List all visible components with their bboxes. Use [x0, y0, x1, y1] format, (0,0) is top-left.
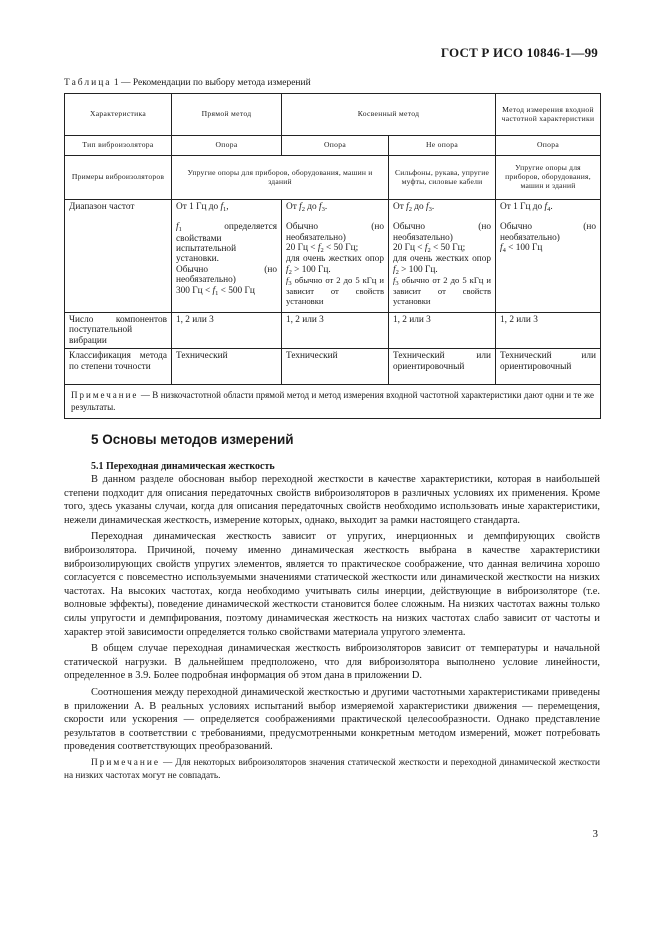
range-indirect-a-line3: 20 Гц < $f_2 < 50$ Гц;: [286, 243, 359, 255]
table-row-components: [65, 313, 601, 349]
cell-classification-direct: Технический: [172, 349, 282, 385]
table-caption-word: Таблица: [64, 78, 112, 88]
paragraph-3: В общем случае переходная динамическая жесткость виброизоляторов зависит от температуры и начальной статической нагрузки. В дальнейшем предположено, что для виброизолятора выполнено условие линейности, определенное в 3.9. Более подробная информация об этом дана в приложении D.: [64, 643, 600, 682]
cell-range-label: Диапазон частот: [65, 200, 172, 313]
cell-examples-input: Упругие опоры для приборов, оборудования, машин и зданий: [496, 156, 601, 200]
table-note: [65, 385, 601, 419]
page-number: 3: [592, 828, 598, 840]
th-input-method: Метод измерения входной частотной характеристики: [496, 94, 601, 136]
range-input-line1: От 1 Гц до $f_4$.: [500, 202, 553, 213]
cell-examples-not-mount: Сильфоны, рукава, упругие муфты, силовые кабели: [389, 156, 496, 200]
cell-examples-direct-indirect: Упругие опоры для приборов, оборудования, машин и зданий: [172, 156, 389, 200]
section-body: [64, 473, 600, 786]
cell-mount-indirect-a: Опора: [282, 136, 389, 156]
cell-components-direct: 1, 2 или 3: [172, 313, 282, 349]
range-indirect-b-line2: Обычно (но необязательно): [393, 222, 492, 243]
subsection-heading: 5.1 Переходная динамическая жесткость: [91, 461, 275, 472]
cell-mount-label: Тип виброизолятора: [65, 136, 172, 156]
table-note-row: [65, 385, 601, 419]
cell-components-label: Число компонентов поступательной вибрации: [65, 313, 172, 349]
cell-range-indirect-a: [282, 200, 389, 313]
table-row-classification: [65, 349, 601, 385]
range-indirect-b-line5: $f_3$ обычно от 2 до 5 кГц и зависит от свойств установки: [393, 275, 492, 306]
section-note-text: — Для некоторых виброизоляторов значения статической жесткости и переходной динамической жесткости на низких частотах могут не совпадать.: [64, 757, 600, 782]
table-row-frequency-range: [65, 200, 601, 313]
cell-classification-label: Классификация метода по степени точности: [65, 349, 172, 385]
cell-range-direct: [172, 200, 282, 313]
range-input-line3: $f_4 < 100$ Гц: [500, 243, 543, 255]
range-direct-line4: 300 Гц < $f_1 < 500$ Гц: [176, 285, 255, 297]
paragraph-1: В данном разделе обоснован выбор переходной жесткости в качестве характеристики, которая в наибольшей степени подходит для описания передаточных свойств виброизоляторов в различных условиях их применения. Кроме того, здесь указаны случаи, когда для описания передаточных свойств необходимо использовать иные характеристики, нежели динамическая жесткость, измерение которых, однако, выходит за рамки настоящего стандарта.: [64, 474, 600, 526]
range-direct-line2: $f_1$ определяется свойствами испытательной установки.: [176, 222, 277, 265]
table-header-row: [65, 94, 601, 136]
range-indirect-a-line4: для очень жестких опор $f_2 > 100$ Гц.: [286, 254, 384, 276]
section-note: [64, 757, 600, 783]
cell-classification-input: Технический или ориентировочный: [496, 349, 601, 385]
cell-mount-direct: Опора: [172, 136, 282, 156]
cell-components-indirect-b: 1, 2 или 3: [389, 313, 496, 349]
table-caption: [64, 78, 311, 88]
range-indirect-b-line4: для очень жестких опор $f_2 > 100$ Гц.: [393, 254, 492, 276]
table-row-mount-type: [65, 136, 601, 156]
cell-range-indirect-b: [389, 200, 496, 313]
range-indirect-a-line2: Обычно (но необязательно): [286, 222, 384, 243]
table-note-text: — В низкочастотной области прямой метод и метод измерения входной частотной характеристики дают одни и те же результаты.: [71, 390, 595, 413]
table-caption-text: 1 — Рекомендации по выбору метода измерений: [111, 78, 311, 88]
paragraph-2: Переходная динамическая жесткость зависит от упругих, инерционных и демпфирующих свойств виброизолятора. Причиной, почему именно динамическая жесткость выбрана в качестве характеристики виброизолирующих свойств упругих элементов, является то практическое соображение, что данная величина хорошо согласуется с повсеместно используемыми значениями статической жесткости или динамической жесткости на низких частотах. На высоких частотах, когда необходимо учитывать силы инерции, действующие в виброизоляторе (т.е. волновые эффекты), поведение динамической жесткости становится более сложным. На низких частотах важны только силы упругости и демпфирования, поэтому динамическая жесткость на низких частотах слабо зависит от частоты и характер этой зависимости определяется только свойствами материала упругого элемента.: [64, 531, 600, 638]
range-indirect-b-line1: От $f_2$ до $f_3$.: [393, 202, 435, 213]
cell-classification-indirect-a: Технический: [282, 349, 389, 385]
recommendations-table: [64, 93, 601, 419]
paragraph-4: Соотношения между переходной динамической жесткостью и другими частотными характеристиками приведены в приложении А. В реальных условиях испытаний выбор измеряемой характеристики движения — перемещения, скорости или ускорения — определяется соображениями практической целесообразности. Однако представление результатов в соответствии с требованиями, предусмотренными конкретным методом измерений, может потребовать проведения соответствующих преобразований.: [64, 686, 600, 753]
cell-mount-indirect-b: Не опора: [389, 136, 496, 156]
th-characteristic: Характеристика: [65, 94, 172, 136]
th-direct-method: Прямой метод: [172, 94, 282, 136]
range-input-line2: Обычно (но необязательно): [500, 222, 597, 243]
document-header: ГОСТ Р ИСО 10846-1—99: [440, 45, 598, 60]
range-direct-line1: От 1 Гц до $f_1$,: [176, 202, 229, 213]
cell-examples-label: Примеры виброизоляторов: [65, 156, 172, 200]
cell-mount-input: Опора: [496, 136, 601, 156]
th-indirect-method: Косвенный метод: [282, 94, 496, 136]
cell-range-input: [496, 200, 601, 313]
section-note-word: Примечание: [91, 757, 160, 768]
section-heading: 5 Основы методов измерений: [91, 432, 294, 447]
cell-classification-indirect-b: Технический или ориентировочный: [389, 349, 496, 385]
cell-components-indirect-a: 1, 2 или 3: [282, 313, 389, 349]
range-direct-line3: Обычно (но необязательно): [176, 264, 277, 286]
table-row-examples: [65, 156, 601, 200]
cell-components-input: 1, 2 или 3: [496, 313, 601, 349]
table-note-word: Примечание: [71, 390, 139, 401]
range-indirect-b-line3: 20 Гц < $f_2 < 50$ Гц;: [393, 243, 466, 255]
range-indirect-a-line5: $f_3$ обычно от 2 до 5 кГц и зависит от свойств установки: [286, 275, 384, 306]
range-indirect-a-line1: От $f_2$ до $f_3$.: [286, 202, 328, 213]
